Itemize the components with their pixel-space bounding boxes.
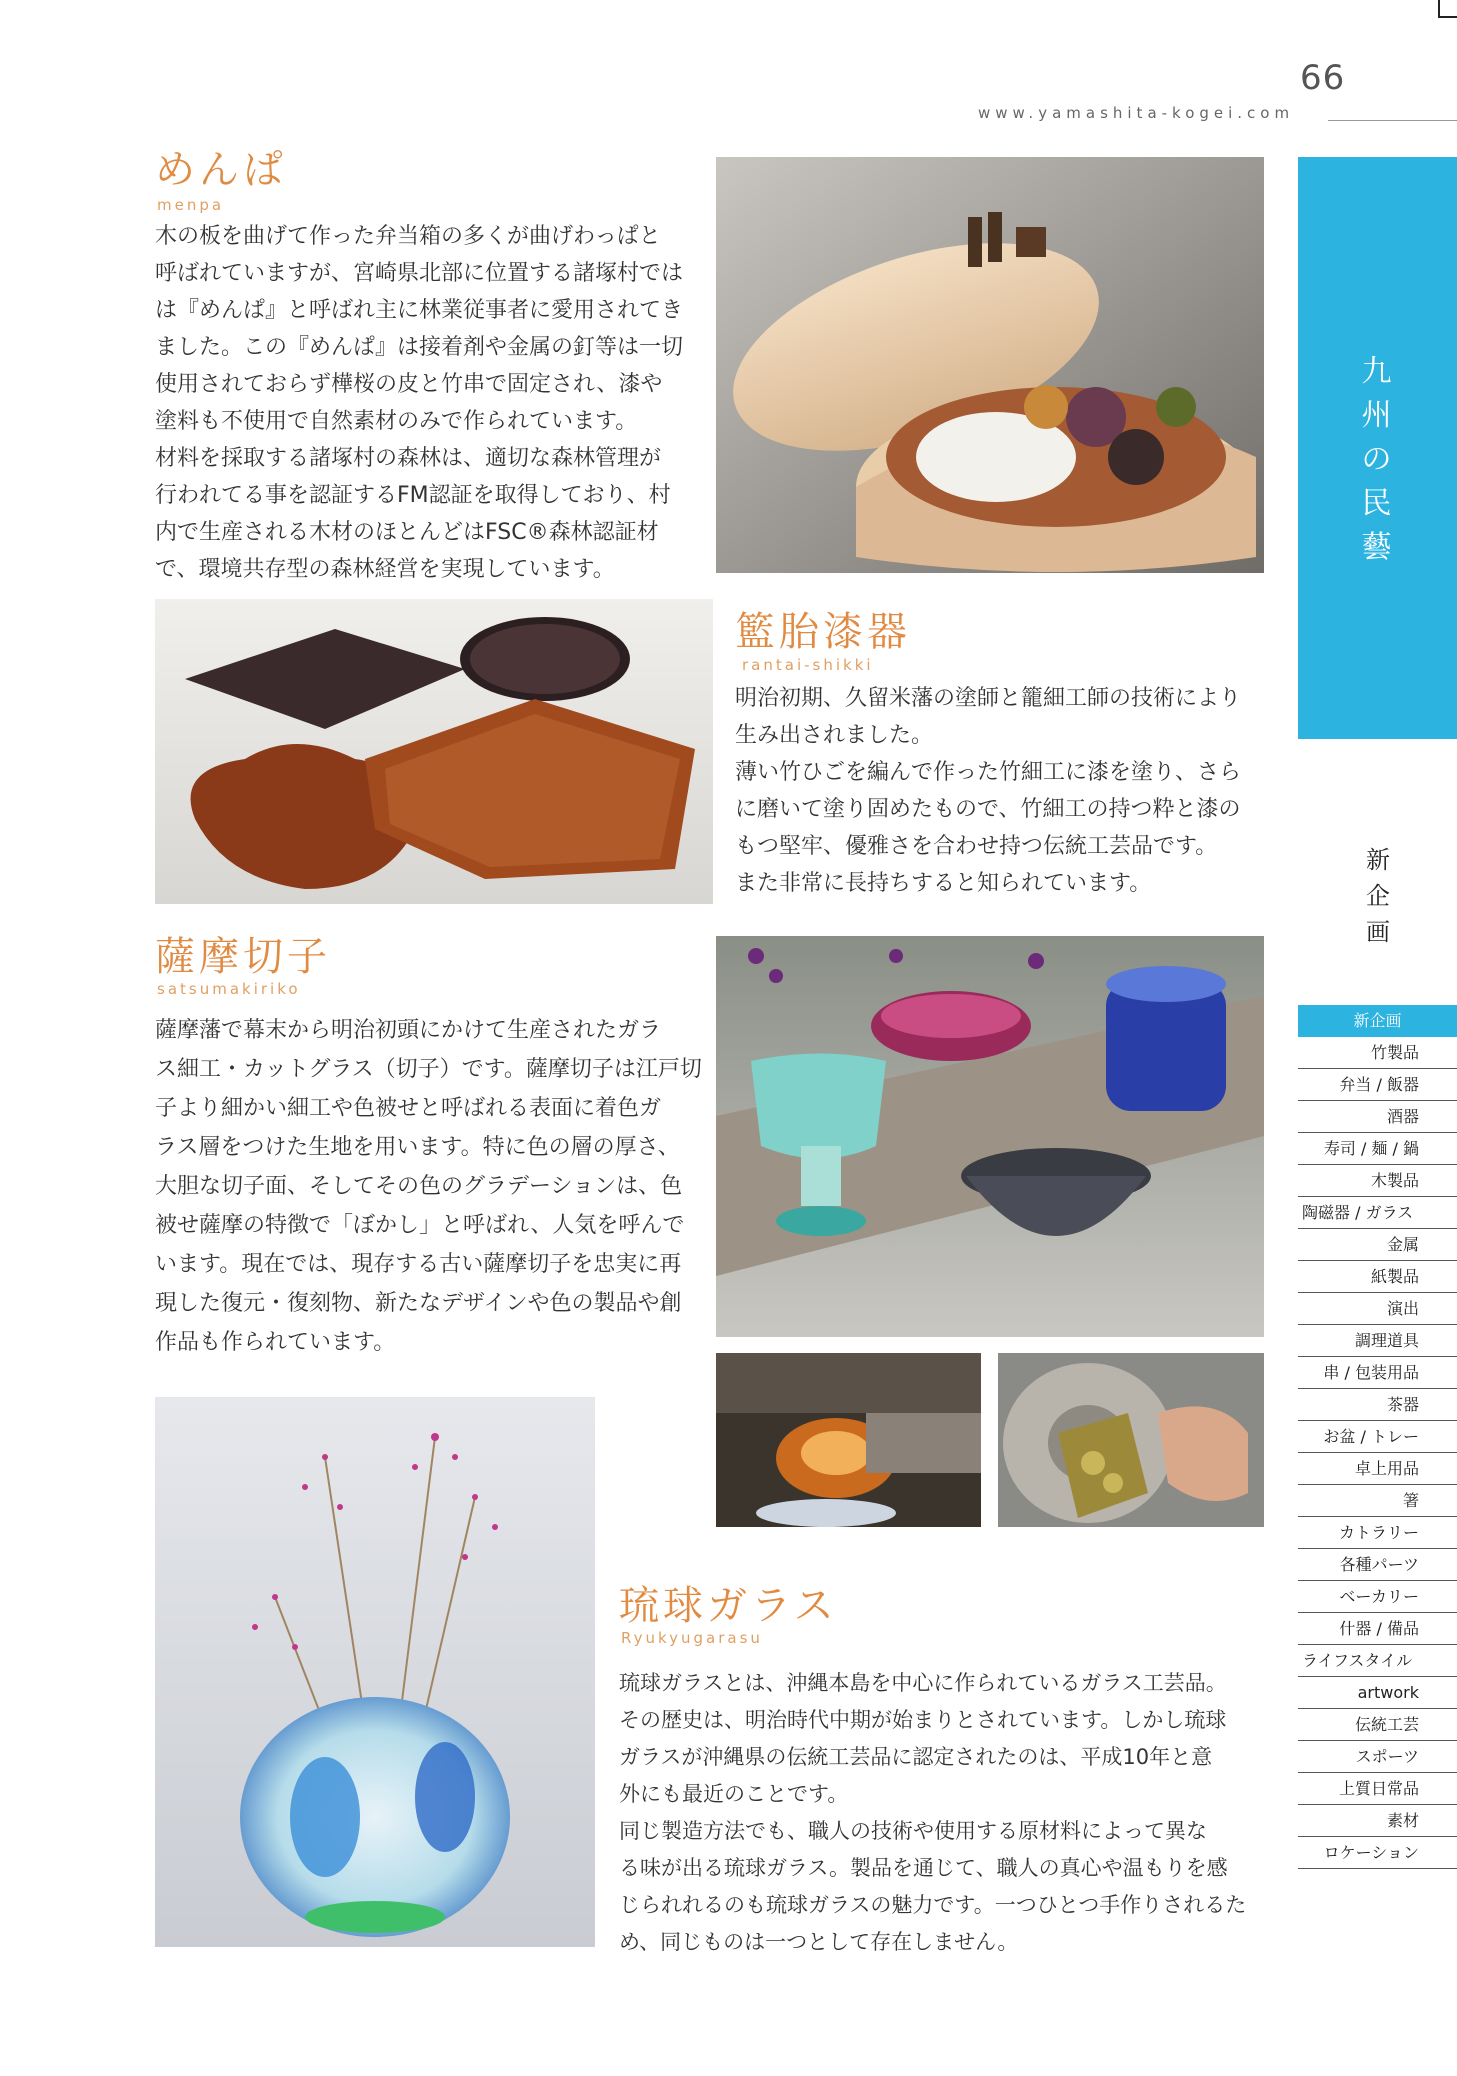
nav-item-ceramics[interactable]: 陶磁器 / ガラス <box>1298 1197 1457 1229</box>
band-char: 九 <box>1361 354 1394 389</box>
band-char: 民 <box>1361 486 1394 521</box>
nav-item-new-project[interactable]: 新企画 <box>1298 1005 1457 1037</box>
rantai-trays-photo <box>155 599 713 904</box>
band-char: 州 <box>1361 398 1394 433</box>
nav-item-bamboo[interactable]: 竹製品 <box>1298 1037 1457 1069</box>
body-line: また非常に長持ちすると知られています。 <box>735 871 1152 896</box>
body-line: もつ堅牢、優雅さを合わせ持つ伝統工芸品です。 <box>735 834 1218 859</box>
body-line: 大胆な切子面、そしてその色のグラデーションは、色 <box>155 1174 683 1199</box>
vertical-char: 新 <box>1366 846 1390 874</box>
body-line: 木の板を曲げて作った弁当箱の多くが曲げわっぱと <box>155 224 661 249</box>
body-line: じられれるのも琉球ガラスの魅力です。一つひとつ手作りされるた <box>619 1893 1247 1917</box>
vertical-char: 企 <box>1366 882 1390 910</box>
body-line: 行われてる事を認証するFM認証を取得しており、村 <box>155 483 671 508</box>
body-line: ました。この『めんぱ』は接着剤や金属の釘等は一切 <box>155 335 684 360</box>
nav-item-materials[interactable]: 素材 <box>1298 1805 1457 1837</box>
nav-item-skewers[interactable]: 串 / 包装用品 <box>1298 1357 1457 1389</box>
ryukyu-body <box>619 1665 1279 1961</box>
ryukyu-title: 琉球ガラス <box>619 1583 838 1629</box>
satsuma-title: 薩摩切子 <box>155 934 331 980</box>
glass-cutting-photo <box>998 1353 1264 1527</box>
body-line: 同じ製造方法でも、職人の技術や使用する原材料によって異な <box>619 1819 1207 1843</box>
nav-item-location[interactable]: ロケーション <box>1298 1837 1457 1869</box>
band-char: の <box>1361 442 1394 477</box>
glass-furnace-photo <box>716 1353 981 1527</box>
nav-item-cooking[interactable]: 調理道具 <box>1298 1325 1457 1357</box>
body-line: 生み出されました。 <box>735 723 934 748</box>
nav-item-cutlery[interactable]: カトラリー <box>1298 1517 1457 1549</box>
vertical-char: 画 <box>1366 918 1390 946</box>
body-line: 薩摩藩で幕末から明治初頭にかけて生産されたガラ <box>155 1018 662 1043</box>
category-nav <box>1298 1005 1457 1869</box>
nav-item-fixtures[interactable]: 什器 / 備品 <box>1298 1613 1457 1645</box>
nav-item-lifestyle[interactable]: ライフスタイル <box>1298 1645 1457 1677</box>
nav-item-sushi[interactable]: 寿司 / 麺 / 鍋 <box>1298 1133 1457 1165</box>
satsuma-kiriko-glasses-photo <box>716 936 1264 1337</box>
rantai-title: 籃胎漆器 <box>735 609 911 655</box>
nav-item-staging[interactable]: 演出 <box>1298 1293 1457 1325</box>
menpa-roman: menpa <box>157 196 225 214</box>
satsuma-body <box>155 1011 715 1362</box>
page-number-rule <box>1328 120 1457 121</box>
body-line: います。現在では、現存する古い薩摩切子を忠実に再 <box>155 1252 682 1277</box>
nav-item-artwork[interactable]: artwork <box>1298 1677 1457 1709</box>
body-line: ス細工・カットグラス（切子）です。薩摩切子は江戸切 <box>155 1057 702 1082</box>
body-line: は『めんぱ』と呼ばれ主に林業従事者に愛用されてき <box>155 298 684 323</box>
rantai-roman: rantai-shikki <box>742 656 874 674</box>
body-line: 明治初期、久留米藩の塗師と籠細工師の技術により <box>735 686 1242 711</box>
nav-item-quality-goods[interactable]: 上質日常品 <box>1298 1773 1457 1805</box>
ryukyu-roman: Ryukyugarasu <box>621 1629 763 1647</box>
menpa-title: めんぱ <box>155 147 287 193</box>
menpa-body <box>155 218 715 588</box>
nav-item-metal[interactable]: 金属 <box>1298 1229 1457 1261</box>
nav-item-tabletop[interactable]: 卓上用品 <box>1298 1453 1457 1485</box>
body-line: 琉球ガラスとは、沖縄本島を中心に作られているガラス工芸品。 <box>619 1671 1227 1695</box>
body-line: 作品も作られています。 <box>155 1330 396 1355</box>
nav-item-sake[interactable]: 酒器 <box>1298 1101 1457 1133</box>
body-line: 呼ばれていますが、宮崎県北部に位置する諸塚村では <box>155 261 684 286</box>
ryukyu-vase-photo <box>155 1397 595 1947</box>
site-url: www.yamashita-kogei.com <box>978 104 1295 122</box>
nav-item-bento[interactable]: 弁当 / 飯器 <box>1298 1069 1457 1101</box>
nav-item-sports[interactable]: スポーツ <box>1298 1741 1457 1773</box>
nav-item-traditional[interactable]: 伝統工芸 <box>1298 1709 1457 1741</box>
band-char: 藝 <box>1361 530 1394 565</box>
body-line: で、環境共存型の森林経営を実現しています。 <box>155 557 615 582</box>
body-line: に磨いて塗り固めたもので、竹細工の持つ粋と漆の <box>735 797 1241 822</box>
body-line: ガラスが沖縄県の伝統工芸品に認定されたのは、平成10年と意 <box>619 1745 1213 1769</box>
section-vertical-label <box>1360 842 1396 950</box>
body-line: 薄い竹ひごを編んで作った竹細工に漆を塗り、さら <box>735 760 1242 785</box>
body-line: め、同じものは一つとして存在しません。 <box>619 1930 1019 1954</box>
page-number: 66 <box>1300 58 1346 98</box>
nav-item-paper[interactable]: 紙製品 <box>1298 1261 1457 1293</box>
nav-item-parts[interactable]: 各種パーツ <box>1298 1549 1457 1581</box>
menpa-bento-photo <box>716 157 1264 573</box>
body-line: 使用されておらず樺桜の皮と竹串で固定され、漆や <box>155 372 663 397</box>
nav-item-tea[interactable]: 茶器 <box>1298 1389 1457 1421</box>
body-line: 子より細かい細工や色被せと呼ばれる表面に着色ガ <box>155 1096 662 1121</box>
satsuma-roman: satsumakiriko <box>157 980 301 998</box>
nav-item-chopsticks[interactable]: 箸 <box>1298 1485 1457 1517</box>
body-line: 塗料も不使用で自然素材のみで作られています。 <box>155 409 638 434</box>
category-band-label <box>1298 350 1457 570</box>
nav-item-bakery[interactable]: ベーカリー <box>1298 1581 1457 1613</box>
body-line: 材料を採取する諸塚村の森林は、適切な森林管理が <box>155 446 662 471</box>
rantai-body <box>735 680 1275 902</box>
body-line: 外にも最近のことです。 <box>619 1782 849 1806</box>
nav-item-trays[interactable]: お盆 / トレー <box>1298 1421 1457 1453</box>
nav-item-wood[interactable]: 木製品 <box>1298 1165 1457 1197</box>
body-line: ラス層をつけた生地を用います。特に色の層の厚さ、 <box>155 1135 680 1160</box>
crop-mark <box>1438 16 1457 18</box>
body-line: る味が出る琉球ガラス。製品を通じて、職人の真心や温もりを感 <box>619 1856 1228 1880</box>
body-line: その歴史は、明治時代中期が始まりとされています。しかし琉球 <box>619 1708 1227 1732</box>
body-line: 被せ薩摩の特徴で「ぼかし」と呼ばれ、人気を呼んで <box>155 1213 685 1238</box>
body-line: 現した復元・復刻物、新たなデザインや色の製品や創 <box>155 1291 682 1316</box>
body-line: 内で生産される木材のほとんどはFSC®森林認証材 <box>155 520 659 545</box>
